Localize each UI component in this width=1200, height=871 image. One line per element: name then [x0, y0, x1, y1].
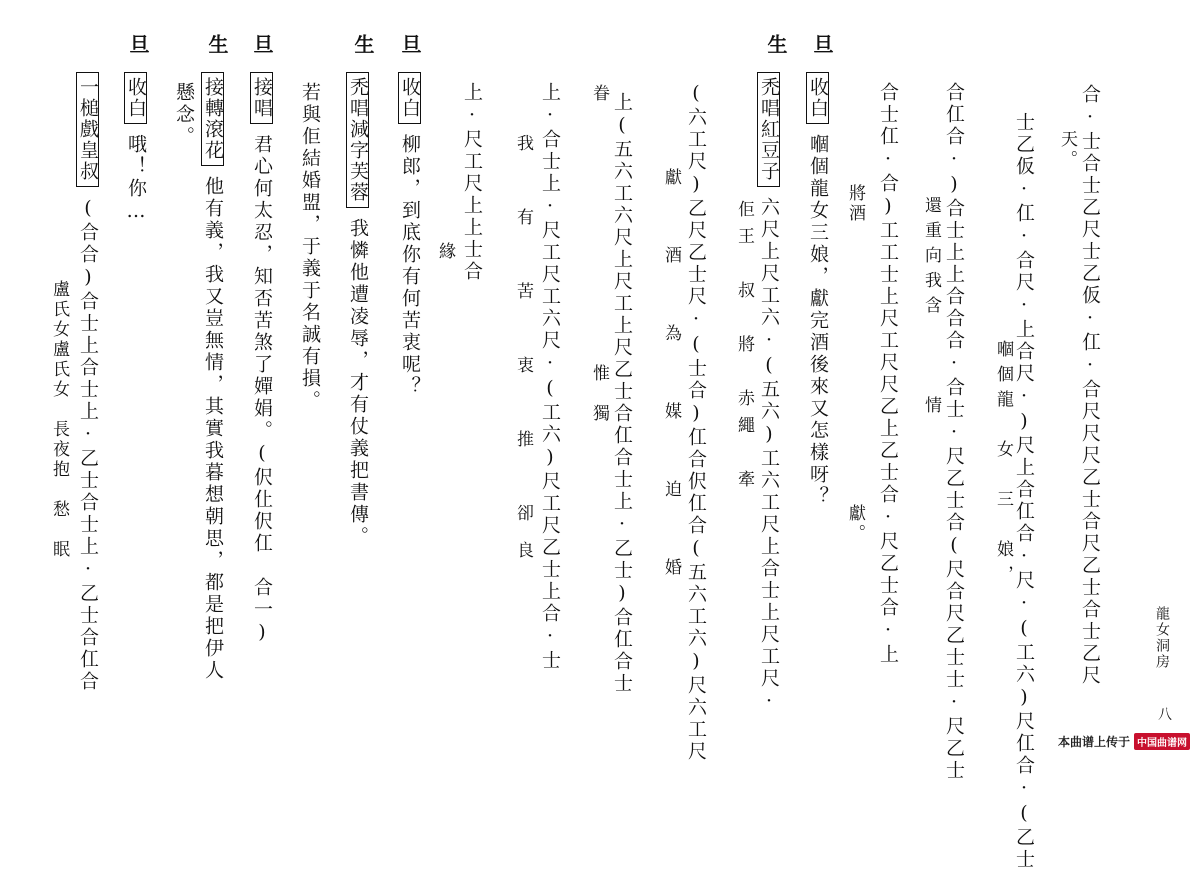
cue-box: 收白 [806, 72, 829, 124]
verse-column-15 [201, 72, 224, 682]
verse-column-13: 若與佢結婚盟，于義于名誠有損。 [299, 82, 321, 412]
verse-text: 君心何太忍，知否苦煞了嬋娟。(伬仩伬仜 合一) [251, 134, 273, 646]
spoken-column-11 [398, 72, 421, 398]
cue-box: 禿唱減字芙蓉 [346, 72, 369, 208]
role-dan-2: 旦 [398, 34, 422, 54]
notation-column-6 [757, 72, 780, 715]
lyric-column-8: 眷 惟 獨 [589, 84, 609, 424]
verse-column-14 [250, 72, 273, 646]
lyric-column-2: 嗰個龍 女 三 娘， [993, 340, 1013, 590]
page-number: 八 [1158, 707, 1172, 723]
spoken-text: 哦！你… [125, 134, 147, 225]
role-sheng-2: 生 [351, 34, 375, 54]
spoken-column-5 [806, 72, 829, 508]
verse-text: 他有義，我又豈無情，其實我暮想朝思，都是把伊人 [202, 176, 224, 682]
upload-credit [1058, 733, 1190, 750]
notation-column-17 [76, 72, 99, 693]
notation-column-7: (六工尺)乙尺乙士尺·(士合)仜合伬仜合(五六工六)尺六工尺 [685, 82, 707, 763]
cue-box: 接唱 [250, 72, 273, 124]
cue-box: 收白 [124, 72, 147, 124]
notation-column-4: 合士仜·合)工工士上尺工尺尺乙上乙士合·尺乙士合·上 [877, 82, 899, 666]
role-dan-4: 旦 [126, 34, 150, 54]
notation-column-10: 上·尺工尺上上士合 [461, 82, 483, 283]
notation-text: (合合)合士上合士上·乙士合士上·乙士合仜合 [77, 197, 99, 693]
lyric-column-17: 盧氏女盧氏女 長夜抱 愁 眠 [49, 280, 69, 560]
spoken-column-16 [124, 72, 147, 225]
spoken-text: 柳郎，到底你有何苦衷呢？ [399, 134, 421, 398]
verse-text: 我憐他遭凌辱，才有仗義把書傳。 [347, 218, 369, 548]
lyric-column-9: 我 有 苦 衷 推 卻良 [513, 134, 533, 578]
credit-text: 本曲谱上传于 [1057, 735, 1130, 749]
lyric-column-4: 將酒 獻。 [845, 184, 865, 544]
lyric-column-1: 天。 [1057, 130, 1077, 170]
role-dan-1: 旦 [810, 34, 834, 54]
piece-title: 龍女洞房 [1154, 606, 1170, 670]
notation-column-8: 上(五六工六尺上尺工上尺乙士合仜合士上·乙士)合仜合士 [611, 92, 633, 695]
role-sheng-3: 生 [205, 34, 229, 54]
notation-column-3: 合仜合·)合士上上合合合·合士·尺乙士合(尺合尺乙士士·尺乙士 [943, 82, 965, 782]
cue-box: 接轉滾花 [201, 72, 224, 166]
cue-box: 一槌戲皇叔 [76, 72, 99, 187]
notation-text: 六尺上尺工六·(五六)工六工尺上合士上尺工尺· [758, 197, 780, 715]
lyric-column-6: 佢王 叔 將 赤繩 牽 [734, 200, 754, 497]
verse-column-12 [346, 72, 369, 548]
spoken-text: 嗰個龍女三娘，獻完酒後來又怎樣呀？ [807, 134, 829, 508]
lyric-column-10: 緣 [435, 242, 455, 262]
role-dan-3: 旦 [250, 34, 274, 54]
site-logo: 中国曲谱网 [1134, 733, 1190, 750]
notation-column-1: 合·士合士乙尺士乙仮·仜·合尺尺尺乙士合尺乙士合士乙尺 [1079, 84, 1101, 687]
notation-column-2: 士乙仮·仜·合尺·上合尺·)尺上合仜合·尺·(工六)尺仜合·(乙士 [1013, 112, 1035, 871]
role-sheng-1: 生 [764, 34, 788, 54]
lyric-column-3: 還重向我含 情 [921, 196, 941, 421]
notation-column-9: 上·合士上·尺工尺工六尺·(工六)尺工尺乙士上合·士 [539, 82, 561, 672]
verse-column-15b: 懸念。 [173, 82, 195, 148]
lyric-column-7: 獻 酒 為 媒 迫 婚 [661, 168, 681, 597]
cue-box: 禿唱紅豆子 [757, 72, 780, 187]
cue-box: 收白 [398, 72, 421, 124]
